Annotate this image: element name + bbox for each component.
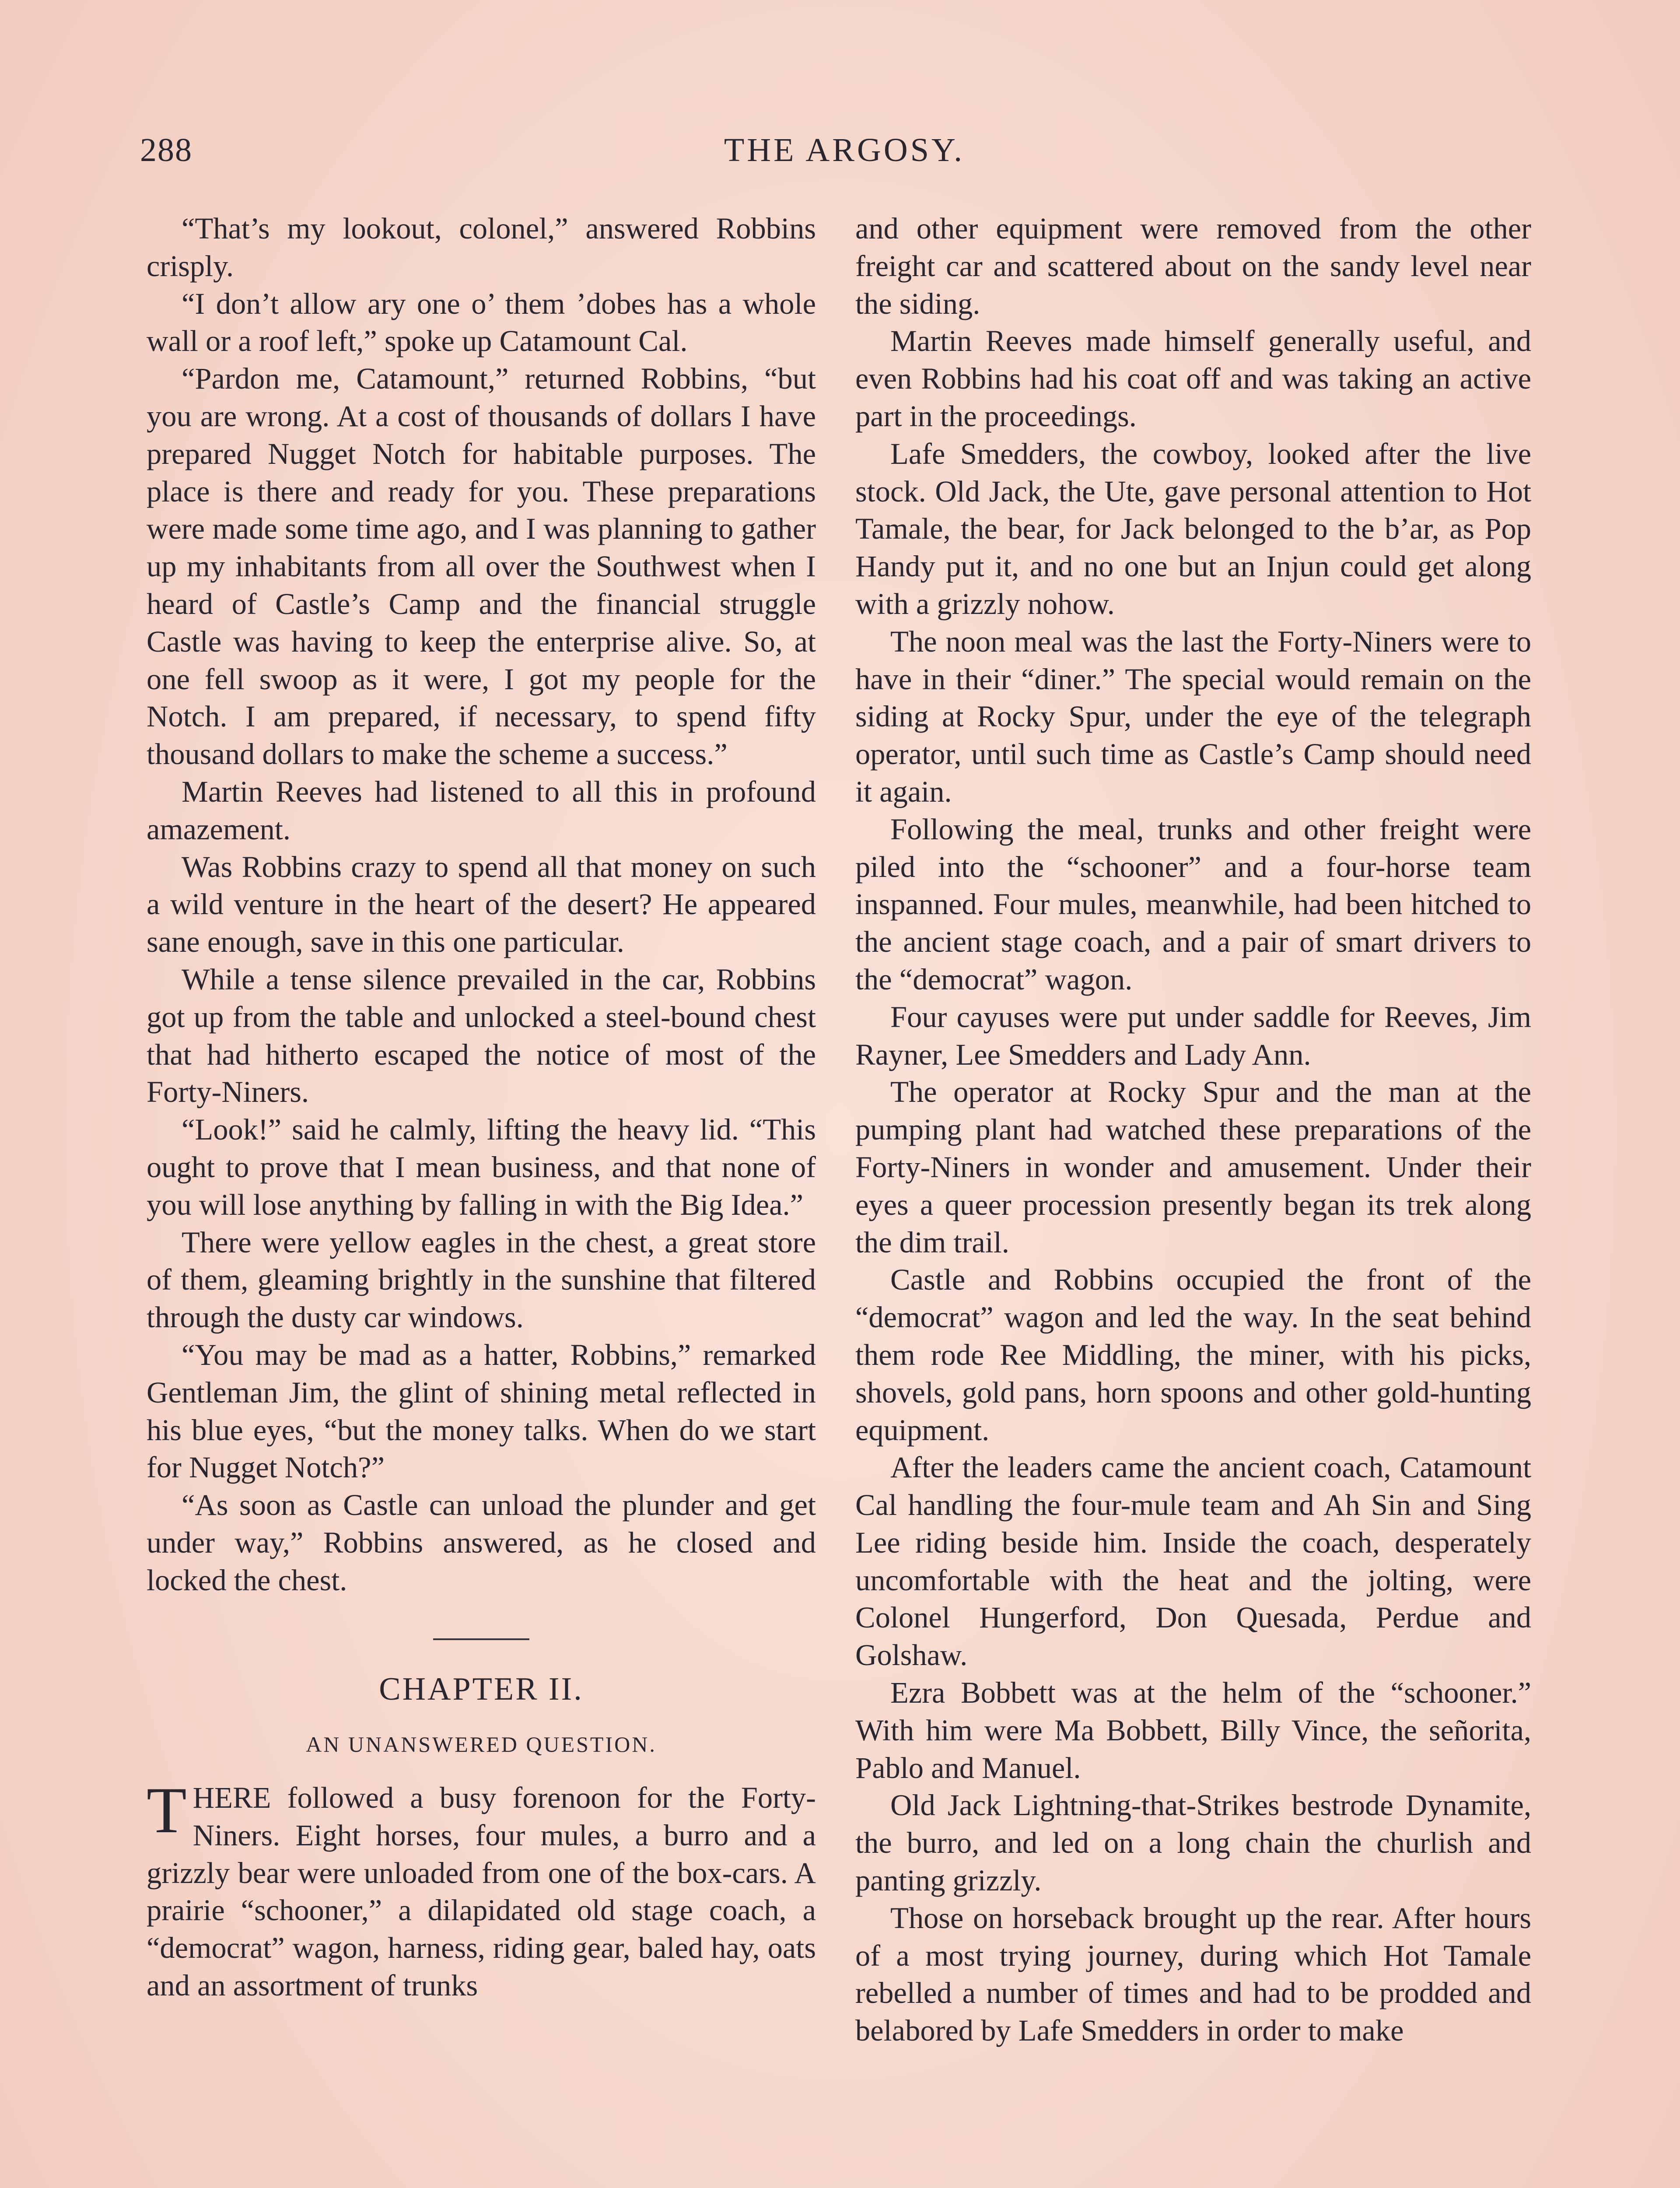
- paragraph: “As soon as Castle can unload the plunder and get under way,” Robbins answered, as he closed and locked the chest.: [147, 1488, 816, 1597]
- paragraph: Castle and Robbins occupied the front of the “democrat” wagon and led the way. In the seat behind them rode Ree Middling, the miner, with his picks, shovels, gold pans, horn spoons and other gold-hunting equipment.: [855, 1263, 1531, 1447]
- paragraph: “I don’t allow ary one o’ them ’dobes has a whole wall or a roof left,” spoke up Catamount Cal.: [147, 287, 816, 358]
- paragraph: There were yellow eagles in the chest, a great store of them, gleaming brightly in the sunshine that filtered through the dusty car windows.: [147, 1225, 816, 1334]
- paragraph: Old Jack Lightning-that-Strikes bestrode Dynamite, the burro, and led on a long chain the churlish and panting grizzly.: [855, 1788, 1531, 1897]
- paragraph: After the leaders came the ancient coach, Catamount Cal handling the four-mule team and Ah Sin and Sing Lee riding beside him. Inside the coach, desperately uncomfortable with the heat and the jolting, were Colonel Hungerford, Don Quesada, Perdue and Golshaw.: [855, 1451, 1531, 1672]
- opening-paragraph-text: HERE followed a busy forenoon for the Forty-Niners. Eight horses, four mules, a burro and a grizzly bear were unloaded from one of the box-cars. A prairie “schooner,” a dilapidated old stage coach, a “democrat” wagon, harness, riding gear, baled hay, oats and an assortment of trunks: [147, 1781, 816, 2002]
- chapter-subtitle: AN UNANSWERED QUESTION.: [306, 1732, 657, 1757]
- paragraph: “That’s my lookout, colonel,” answered Robbins crisply.: [147, 212, 816, 283]
- running-title: THE ARGOSY.: [724, 132, 965, 168]
- chapter-opening-paragraph: [147, 1774, 816, 2005]
- drop-cap: T: [147, 1774, 187, 1847]
- right-column: [855, 210, 1531, 2050]
- paragraph: Lafe Smedders, the cowboy, looked after the live stock. Old Jack, the Ute, gave personal attention to Hot Tamale, the bear, for Jack belonged to the b’ar, as Pop Handy put it, and no one but an Injun could get along with a grizzly nohow.: [855, 437, 1531, 621]
- continued-paragraph: and other equipment were removed from the other freight car and scattered about on the sandy level near the siding.: [855, 212, 1531, 320]
- paragraph: Four cayuses were put under saddle for Reeves, Jim Rayner, Lee Smedders and Lady Ann.: [855, 1000, 1531, 1071]
- paragraph: While a tense silence prevailed in the car, Robbins got up from the table and unlocked a steel-bound chest that had hitherto escaped the notice of most of the Forty-Niners.: [147, 962, 816, 1109]
- left-column: [147, 210, 816, 2005]
- section-divider: [433, 1638, 529, 1640]
- paragraph: Martin Reeves had listened to all this in profound amazement.: [147, 775, 816, 846]
- paragraph: “You may be mad as a hatter, Robbins,” remarked Gentleman Jim, the glint of shining metal reflected in his blue eyes, “but the money talks. When do we start for Nugget Notch?”: [147, 1338, 816, 1484]
- paragraph: Was Robbins crazy to spend all that money on such a wild venture in the heart of the desert? He appeared sane enough, save in this one particular.: [147, 850, 816, 959]
- paragraph: Ezra Bobbett was at the helm of the “schooner.” With him were Ma Bobbett, Billy Vince, the señorita, Pablo and Manuel.: [855, 1676, 1531, 1785]
- chapter-heading: CHAPTER II.: [379, 1671, 584, 1708]
- paragraph: Those on horseback brought up the rear. After hours of a most trying journey, during which Hot Tamale rebelled a number of times and had to be prodded and belabored by Lafe Smedders in order to make: [855, 1901, 1531, 2048]
- paragraph: “Look!” said he calmly, lifting the heavy lid. “This ought to prove that I mean business, and that none of you will lose anything by falling in with the Big Idea.”: [147, 1113, 816, 1221]
- paragraph: Following the meal, trunks and other freight were piled into the “schooner” and a four-horse team inspanned. Four mules, meanwhile, had been hitched to the ancient stage coach, and a pair of smart drivers to the “democrat” wagon.: [855, 812, 1531, 996]
- paragraph: The noon meal was the last the Forty-Niners were to have in their “diner.” The special would remain on the siding at Rocky Spur, under the eye of the telegraph operator, until such time as Castle’s Camp should need it again.: [855, 624, 1531, 808]
- running-head: [140, 131, 1549, 184]
- paragraph: Martin Reeves made himself generally useful, and even Robbins had his coat off and was taking an active part in the proceedings.: [855, 324, 1531, 433]
- page-number: 288: [140, 132, 192, 168]
- paragraph: “Pardon me, Catamount,” returned Robbins, “but you are wrong. At a cost of thousands of dollars I have prepared Nugget Notch for habitable purposes. The place is there and ready for you. These preparations were made some time ago, and I was planning to gather up my inhabitants from all over the Southwest when I heard of Castle’s Camp and the financial struggle Castle was having to keep the enterprise alive. So, at one fell swoop as it were, I got my people for the Notch. I am prepared, if necessary, to spend fifty thousand dollars to make the scheme a success.”: [147, 362, 816, 771]
- paragraph: The operator at Rocky Spur and the man at the pumping plant had watched these preparations of the Forty-Niners in wonder and amusement. Under their eyes a queer procession presently began its trek along the dim trail.: [855, 1075, 1531, 1259]
